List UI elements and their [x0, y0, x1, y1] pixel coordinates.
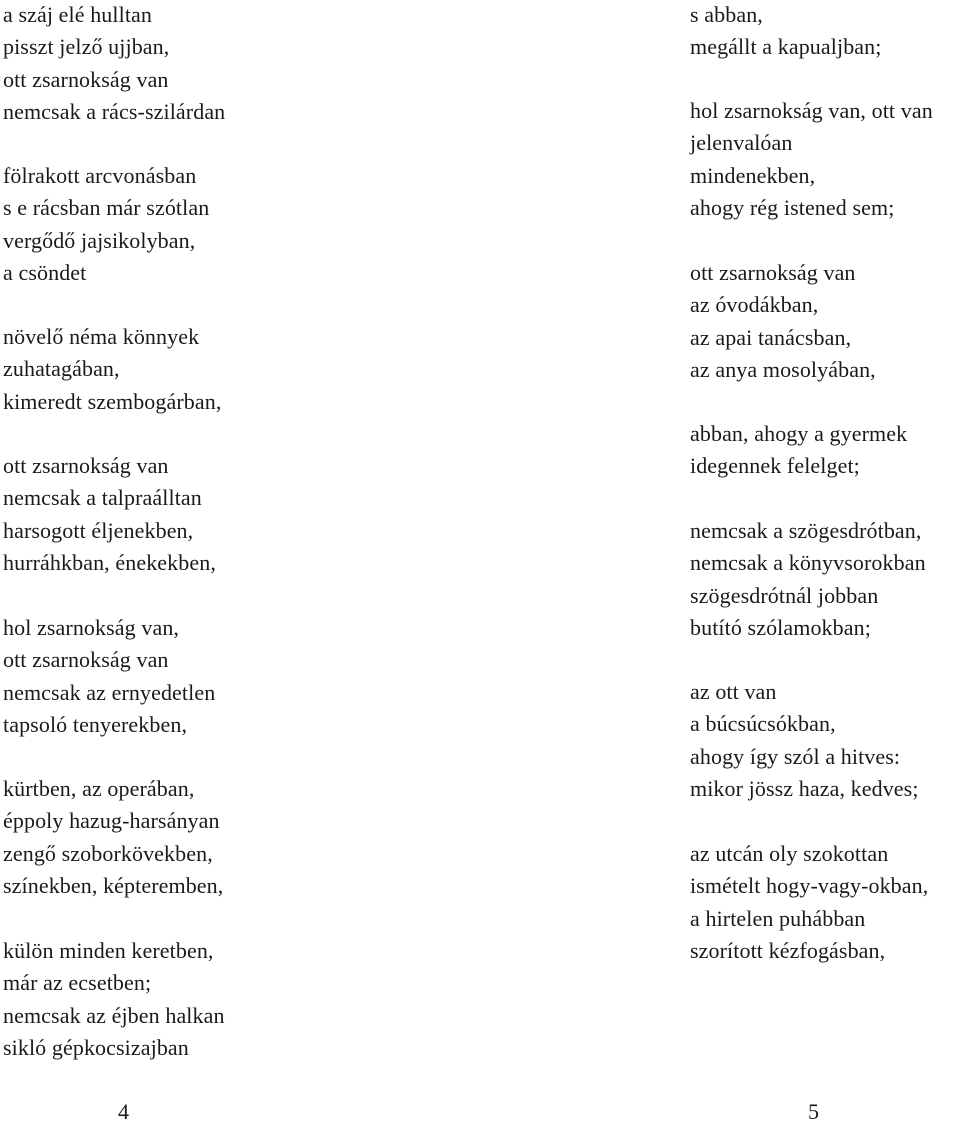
- verse-line: nemcsak a könyvsorokban: [690, 550, 926, 576]
- verse-line: idegennek felelget;: [690, 453, 860, 479]
- verse-line: nemcsak a rács-szilárdan: [3, 98, 226, 124]
- verse-line: ahogy rég istened sem;: [690, 194, 895, 220]
- stanza: [3, 450, 216, 579]
- verse-line: az anya mosolyában,: [690, 356, 876, 382]
- verse-line: nemcsak a szögesdrótban,: [690, 518, 922, 543]
- verse-line: hol zsarnokság van,: [3, 615, 180, 640]
- verse-line: ott zsarnokság van: [3, 66, 169, 92]
- verse-line: a száj elé hulltan: [3, 2, 153, 27]
- verse-line: hol zsarnokság van, ott van: [690, 98, 933, 123]
- verse-line: fölrakott arcvonásban: [3, 163, 197, 188]
- stanza: [690, 515, 926, 644]
- verse-line: színekben, képteremben,: [3, 872, 224, 898]
- verse-line: vergődő jajsikolyban,: [3, 227, 196, 253]
- verse-line: abban, ahogy a gyermek: [690, 421, 908, 446]
- stanza: [690, 418, 907, 483]
- stanza: [690, 95, 933, 224]
- verse-line: harsogott éljenekben,: [3, 517, 194, 543]
- verse-line: a hirtelen puhábban: [690, 905, 866, 931]
- left-page: [0, 0, 480, 1122]
- verse-line: a búcsúcsókban,: [690, 711, 836, 737]
- right-page: [690, 0, 960, 1122]
- verse-line: ahogy így szól a hitves:: [690, 743, 901, 769]
- verse-line: pisszt jelző ujjban,: [3, 34, 170, 60]
- verse-line: jelenvalóan: [690, 130, 793, 156]
- verse-line: kimeredt szembogárban,: [3, 388, 222, 414]
- verse-line: az óvodákban,: [690, 292, 819, 318]
- verse-line: kürtben, az operában,: [3, 776, 195, 801]
- verse-line: ott zsarnokság van: [3, 453, 169, 478]
- stanza: [3, 0, 225, 128]
- verse-line: az ott van: [690, 679, 777, 704]
- verse-line: ismételt hogy-vagy-okban,: [690, 873, 929, 899]
- stanza: [690, 676, 919, 805]
- verse-line: növelő néma könnyek: [3, 324, 200, 349]
- verse-line: sikló gépkocsizajban: [3, 1034, 189, 1060]
- verse-line: az apai tanácsban,: [690, 324, 852, 350]
- verse-line: s e rácsban már szótlan: [3, 195, 210, 221]
- verse-line: hurráhkban, énekekben,: [3, 549, 216, 575]
- verse-line: butító szólamokban;: [690, 614, 871, 640]
- verse-line: mindenekben,: [690, 162, 816, 188]
- verse-line: ott zsarnokság van: [3, 647, 169, 673]
- stanza: [690, 0, 881, 64]
- verse-line: a csöndet: [3, 259, 87, 285]
- verse-line: nemcsak az éjben halkan: [3, 1002, 225, 1028]
- verse-line: szögesdrótnál jobban: [690, 582, 879, 608]
- verse-line: mikor jössz haza, kedves;: [690, 775, 919, 801]
- verse-line: az utcán oly szokottan: [690, 841, 889, 866]
- stanza: [3, 612, 215, 741]
- verse-line: külön minden keretben,: [3, 938, 214, 963]
- verse-line: már az ecsetben;: [3, 970, 152, 996]
- stanza: [3, 935, 225, 1064]
- verse-line: megállt a kapualjban;: [690, 34, 882, 60]
- verse-line: nemcsak az ernyedetlen: [3, 679, 216, 705]
- verse-line: szorított kézfogásban,: [690, 937, 886, 963]
- verse-line: zuhatagában,: [3, 356, 120, 382]
- page-number: 4: [118, 1099, 129, 1124]
- verse-line: ott zsarnokság van: [690, 260, 856, 285]
- stanza: [690, 257, 876, 386]
- verse-line: nemcsak a talpraálltan: [3, 485, 202, 511]
- verse-line: s abban,: [690, 2, 763, 27]
- verse-line: éppoly hazug-harsányan: [3, 808, 220, 834]
- verse-line: zengő szoborkövekben,: [3, 840, 213, 866]
- stanza: [3, 321, 221, 418]
- stanza: [3, 773, 223, 902]
- stanza: [690, 838, 928, 967]
- stanza: [3, 160, 209, 289]
- verse-line: tapsoló tenyerekben,: [3, 711, 188, 737]
- page-number: 5: [808, 1099, 819, 1124]
